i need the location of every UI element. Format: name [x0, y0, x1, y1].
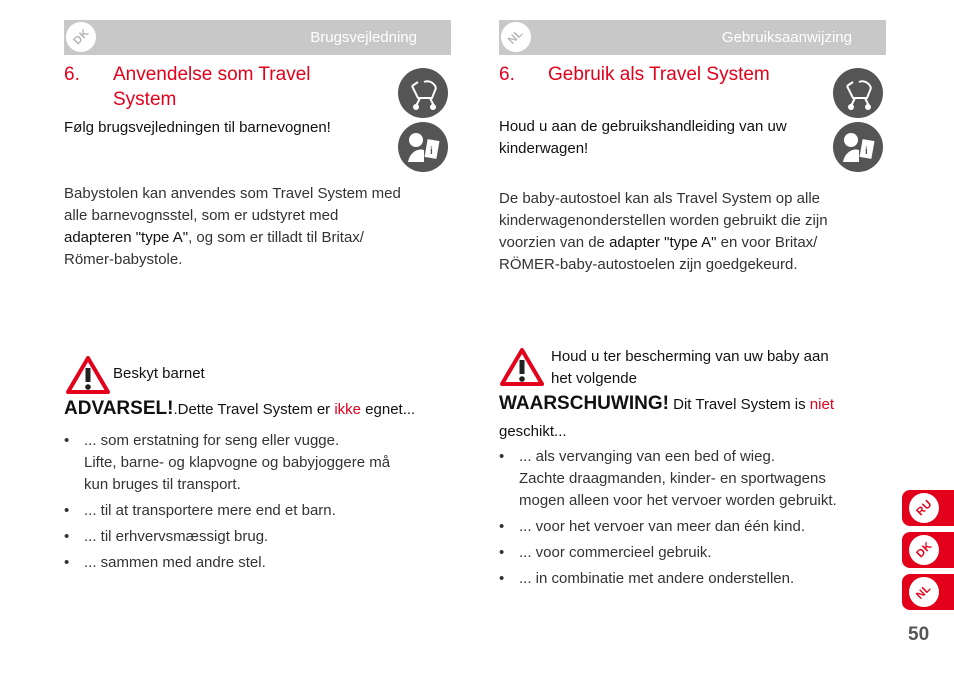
list-item: • ... voor commercieel gebruik. — [499, 542, 889, 564]
language-tag-dk: DK — [66, 22, 96, 52]
warning-statement-continued: geschikt... — [499, 423, 567, 440]
side-tab-dk[interactable]: DK — [902, 532, 954, 568]
section-number: 6. — [499, 64, 515, 85]
list-item: • ... sammen med andre stel. — [64, 552, 454, 574]
header-title: Gebruiksaanwijzing — [721, 29, 852, 46]
warning-icon — [66, 356, 110, 394]
warning-heading: Houd u ter bescherming van uw baby aan het volgende — [551, 348, 829, 387]
manual-note: Houd u aan de gebruikshandleiding van uw kinderwagen! — [499, 118, 787, 157]
body-paragraph: De baby-autostoel kan als Travel System op alle kinderwagenonderstellen worden gebruikt die zijn voorzien van de adapter "type A" en voor Britax/ RÖMER-baby-autostoelen zijn goedgekeurd. — [499, 190, 828, 273]
warning-statement: WAARSCHUWING! Dit Travel System is niet — [499, 393, 834, 414]
warning-heading: Beskyt barnet — [113, 365, 205, 382]
side-tab-ru[interactable]: RU — [902, 490, 954, 526]
header-bar-dk — [64, 20, 451, 55]
list-item: • ... til at transportere mere end et barn. — [64, 500, 454, 522]
list-item: • ... als vervanging van een bed of wieg. Zachte draagmanden, kinder- en sportwagens mogen alleen voor het vervoer worden gebruikt. — [499, 446, 889, 512]
warning-statement: ADVARSEL!.Dette Travel System er ikke egnet... — [64, 398, 416, 419]
svg-text:i: i — [430, 146, 433, 157]
header-bar-nl — [499, 20, 886, 55]
section-number: 6. — [64, 64, 80, 85]
list-item: • ... til erhvervsmæssigt brug. — [64, 526, 454, 548]
read-manual-icon — [398, 122, 448, 172]
body-paragraph: Babystolen kan anvendes som Travel System med alle barnevognsstel, som er udstyret med adapteren "type A", og som er tilladt til Britax/ Römer-babystole. — [64, 185, 401, 268]
section-title: Anvendelse som Travel System — [113, 64, 311, 110]
page-number: 50 — [908, 624, 930, 645]
language-tag-nl: NL — [501, 22, 531, 52]
warning-icon — [500, 348, 544, 386]
section-title: Gebruik als Travel System — [548, 64, 770, 85]
warning-list — [499, 446, 889, 594]
svg-text:i: i — [865, 146, 868, 157]
manual-note: Følg brugsvejledningen til barnevognen! — [64, 119, 331, 136]
header-title: Brugsvejledning — [310, 29, 417, 46]
stroller-icon — [398, 68, 448, 118]
list-item: • ... voor het vervoer van meer dan één kind. — [499, 516, 889, 538]
side-tab-nl[interactable]: NL — [902, 574, 954, 610]
warning-list — [64, 430, 454, 578]
list-item: • ... som erstatning for seng eller vugge. Lifte, barne- og klapvogne og babyjoggere må kun bruges til transport. — [64, 430, 454, 496]
stroller-icon — [833, 68, 883, 118]
read-manual-icon — [833, 122, 883, 172]
list-item: • ... in combinatie met andere onderstellen. — [499, 568, 889, 590]
